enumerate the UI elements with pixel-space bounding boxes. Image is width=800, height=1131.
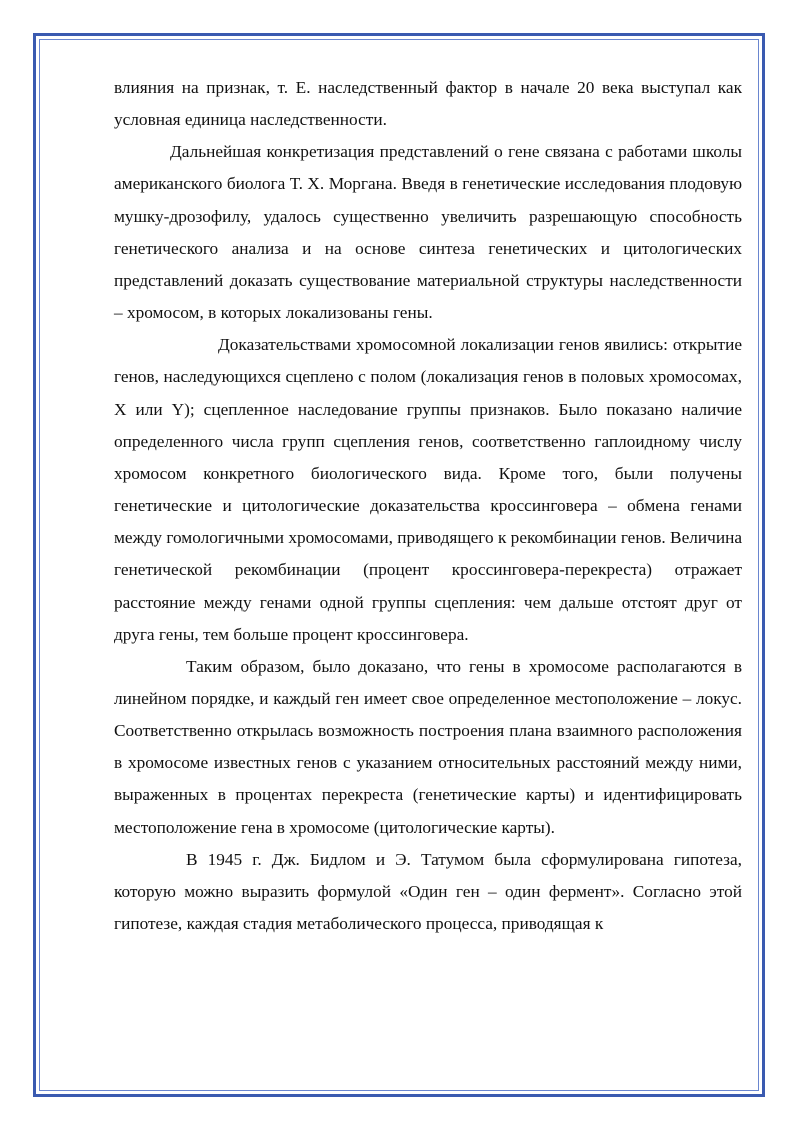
paragraph-4: Таким образом, было доказано, что гены в хромосоме располагаются в линейном порядке, и каждый ген имеет свое определенное местоположение – локус. Соответственно открылась возможность построения плана взаимного расположения в хромосоме известных генов с указанием относительных расстояний между ними, выраженных в процентах перекреста (генетические карты) и идентифицировать местоположение гена в хромосоме (цитологические карты). (114, 656, 742, 837)
document-body (114, 72, 742, 940)
paragraph-2: Дальнейшая конкретизация представлений о гене связана с работами школы американского биолога Т. Х. Моргана. Введя в генетические исследования плодовую мушку-дрозофилу, удалось существенно увеличить разрешающую способность генетического анализа и на основе синтеза генетических и цитологических представлений доказать существование материальной структуры наследственности – хромосом, в которых локализованы гены. (114, 142, 742, 323)
paragraph-3: Доказательствами хромосомной локализации генов явились: открытие генов, наследующихся сцеплено с полом (локализация генов в половых хромосомах, X или Y); сцепленное наследование группы признаков. Было показано наличие определенного числа групп сцепления генов, соответственно гаплоидному числу хромосом конкретного биологического вида. Кроме того, были получены генетические и цитологические доказательства кроссинговера – обмена генами между гомологичными хромосомами, приводящего к рекомбинации генов. Величина генетической рекомбинации (процент кроссинговера-перекреста) отражает расстояние между генами одной группы сцепления: чем дальше отстоят друг от друга гены, тем больше процент кроссинговера. (114, 335, 742, 644)
paragraph-1: влияния на признак, т. Е. наследственный фактор в начале 20 века выступал как условная единица наследственности. (114, 78, 742, 130)
paragraph-5: В 1945 г. Дж. Бидлом и Э. Татумом была сформулирована гипотеза, которую можно выразить формулой «Один ген – один фермент». Согласно этой гипотезе, каждая стадия метаболического процесса, приводящая к (114, 849, 742, 934)
